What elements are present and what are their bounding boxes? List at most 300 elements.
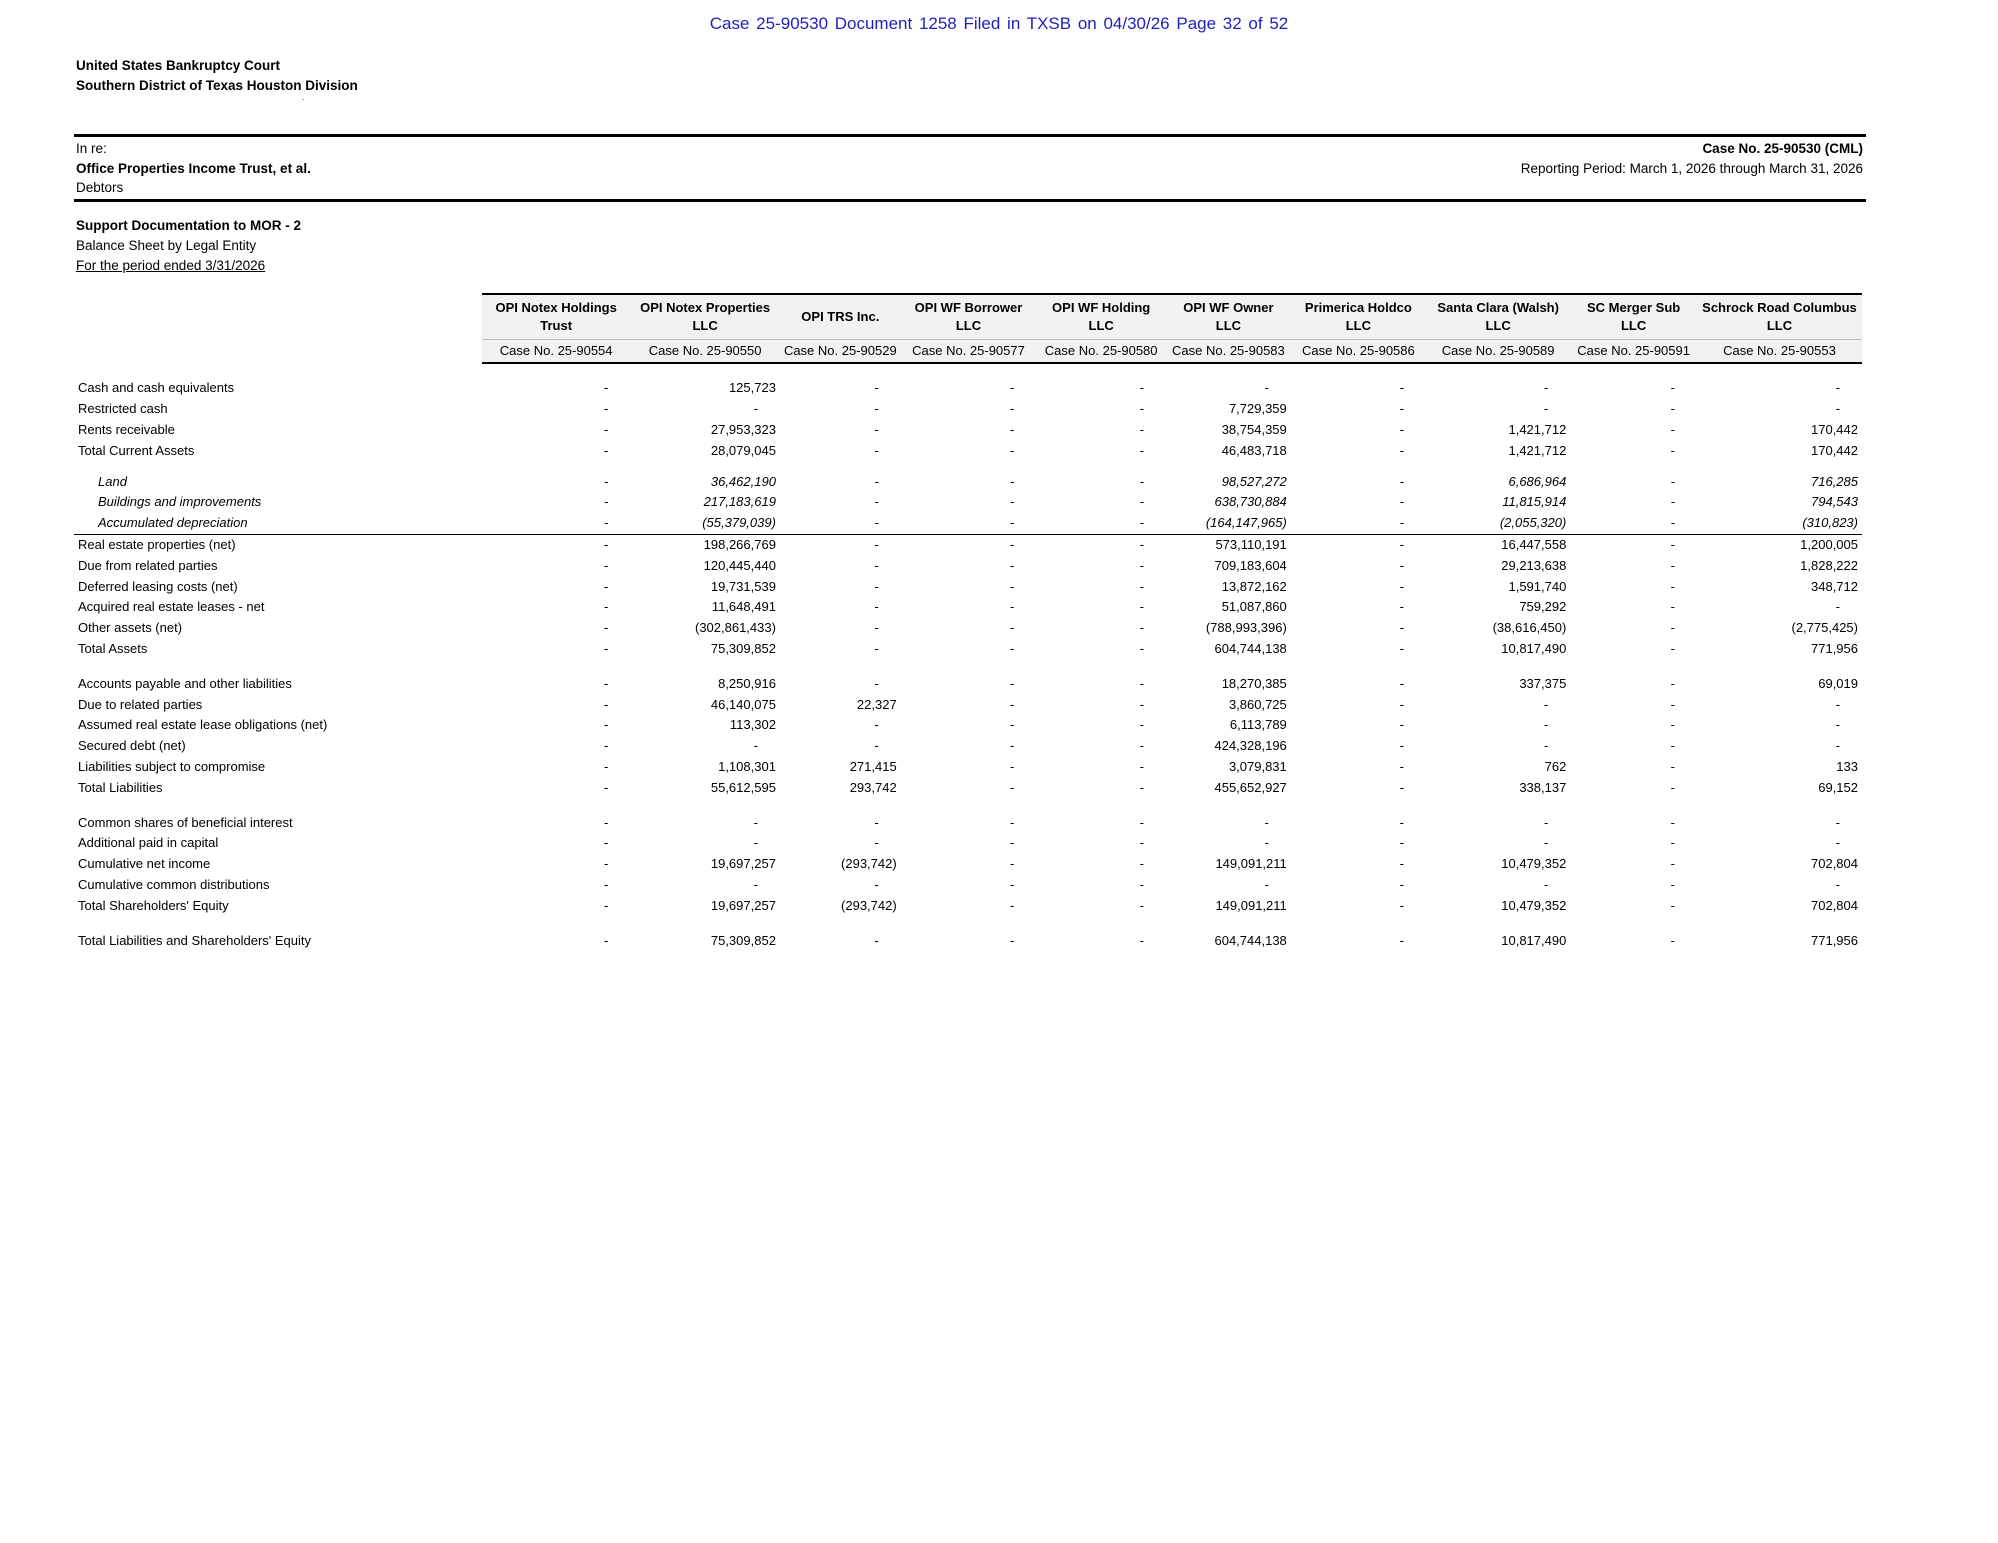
cell-value: 29,213,638	[1501, 557, 1567, 573]
cell-value: -	[874, 932, 879, 948]
cell-value: 149,091,211	[1215, 897, 1287, 913]
cell-value: -	[1009, 758, 1015, 774]
cell-value: -	[1009, 835, 1015, 851]
column-header: SC Merger Sub LLC	[1570, 294, 1697, 340]
cell-value: -	[1399, 835, 1404, 851]
cell-value: 573,110,191	[1215, 536, 1287, 552]
case-blank	[74, 340, 482, 364]
cell-value: -	[1670, 473, 1675, 489]
cell-value: 709,183,604	[1214, 557, 1287, 573]
column-case-number: Case No. 25-90580	[1036, 340, 1166, 364]
cell-value: 11,648,491	[711, 599, 776, 615]
cell-value: (788,993,396)	[1205, 620, 1287, 636]
cell-value: -	[1399, 675, 1404, 691]
cell-value: -	[603, 442, 609, 458]
cell-value: 1,108,301	[718, 758, 776, 774]
row-label: Other assets (net)	[78, 620, 183, 636]
cell-value: -	[874, 494, 879, 510]
cell-value: 75,309,852	[710, 640, 776, 656]
cell-value: -	[1139, 758, 1145, 774]
total-row	[74, 639, 1862, 660]
cell-value: -	[1139, 814, 1145, 830]
cell-value: -	[603, 620, 609, 636]
cell-value: 8,250,916	[718, 675, 776, 691]
cell-value: (2,775,425)	[1791, 620, 1858, 636]
court-district: Southern District of Texas Houston Division	[76, 78, 358, 93]
cell-value: -	[1264, 835, 1269, 851]
cell-value: -	[874, 835, 879, 851]
cell-value: -	[603, 814, 609, 830]
cell-value: -	[1670, 835, 1675, 851]
filing-stamp: Case 25-90530 Document 1258 Filed in TXSB on 04/30/26 Page 32 of 52	[709, 14, 1289, 33]
cell-value: 120,445,440	[703, 557, 776, 573]
cell-value: 424,328,196	[1214, 738, 1287, 754]
cell-value: -	[1399, 758, 1404, 774]
cell-value: -	[1009, 640, 1015, 656]
cell-value: -	[874, 738, 879, 754]
cell-value: (55,379,039)	[630, 513, 780, 534]
row-label: Accumulated depreciation	[74, 513, 482, 534]
cell-value: -	[1139, 620, 1145, 636]
cell-value: -	[1399, 814, 1404, 830]
debtor-name: Office Properties Income Trust, et al.	[76, 160, 311, 176]
table-row	[74, 833, 1862, 854]
cell-value: -	[1670, 401, 1675, 417]
table-row	[74, 471, 1862, 492]
cell-value: -	[1009, 578, 1015, 594]
cell-value: -	[1139, 675, 1145, 691]
cell-value: 27,953,323	[710, 421, 776, 437]
cell-value: -	[1009, 876, 1015, 892]
cell-value: -	[753, 738, 758, 754]
cell-value: -	[603, 675, 609, 691]
cell-value: -	[1009, 401, 1015, 417]
court-mark: .	[302, 93, 305, 102]
spacer-row	[74, 363, 1862, 378]
row-label: Restricted cash	[78, 401, 168, 417]
cell-value: -	[1139, 932, 1145, 948]
table-row	[74, 420, 1862, 441]
column-header: Schrock Road Columbus LLC	[1697, 294, 1862, 340]
cell-value: -	[1670, 536, 1675, 552]
cell-value: -	[874, 814, 879, 830]
cell-value: -	[603, 835, 609, 851]
cell-value: 455,652,927	[1214, 779, 1287, 795]
cell-value: -	[1139, 473, 1145, 489]
cell-value: 762	[1544, 758, 1567, 774]
cell-value: -	[1036, 513, 1166, 534]
cell-value: -	[1835, 717, 1840, 733]
cell-value: -	[874, 599, 879, 615]
column-case-number: Case No. 25-90554	[482, 340, 630, 364]
cell-value: -	[1835, 814, 1840, 830]
cell-value: 638,730,884	[1214, 494, 1287, 510]
cell-value: 170,442	[1811, 421, 1858, 437]
row-label: Accounts payable and other liabilities	[78, 675, 292, 691]
cell-value: 19,697,257	[710, 856, 776, 872]
cell-value: -	[1543, 380, 1549, 396]
table-row	[74, 618, 1862, 639]
cell-value: -	[1399, 473, 1404, 489]
row-label: Cumulative net income	[78, 856, 211, 872]
cell-value: -	[1399, 536, 1404, 552]
support-heading	[76, 216, 301, 276]
cell-value: -	[1399, 557, 1404, 573]
cell-value: -	[1835, 599, 1840, 615]
cell-value: -	[603, 779, 609, 795]
cell-value: -	[1670, 738, 1675, 754]
row-label: Cumulative common distributions	[78, 876, 270, 892]
cell-value: -	[1399, 897, 1404, 913]
cell-value: 19,731,539	[710, 578, 776, 594]
row-label: Acquired real estate leases - net	[78, 599, 265, 615]
table-row	[74, 875, 1862, 896]
column-header: OPI WF Borrower LLC	[901, 294, 1037, 340]
cell-value: -	[603, 717, 609, 733]
cell-value: -	[1399, 779, 1404, 795]
cell-value: 113,302	[729, 717, 776, 733]
support-period: For the period ended 3/31/2026	[76, 258, 266, 273]
table-row	[74, 399, 1862, 420]
debtors-label: Debtors	[76, 180, 124, 195]
cell-value: -	[1543, 401, 1549, 417]
case-info	[1521, 139, 1863, 178]
cell-value: -	[1543, 835, 1549, 851]
cell-value: 18,270,385	[1221, 675, 1287, 691]
cell-value: (38,616,450)	[1492, 620, 1567, 636]
row-label: Additional paid in capital	[78, 835, 219, 851]
case-number-row	[74, 340, 1862, 364]
row-label: Rents receivable	[78, 421, 175, 437]
cell-value: (293,742)	[841, 856, 897, 872]
row-label: Deferred leasing costs (net)	[78, 578, 238, 594]
cell-value: 22,327	[856, 696, 897, 712]
cell-value: -	[603, 578, 609, 594]
cell-value: -	[1543, 696, 1549, 712]
table-row	[74, 492, 1862, 513]
cell-value: 7,729,359	[1228, 401, 1287, 417]
row-label: Buildings and improvements	[98, 494, 262, 510]
cell-value: 293,742	[849, 779, 897, 795]
column-case-number: Case No. 25-90589	[1426, 340, 1570, 364]
cell-value: 3,079,831	[1228, 758, 1287, 774]
cell-value: -	[1670, 640, 1675, 656]
cell-value: -	[780, 513, 901, 534]
cell-value: -	[1009, 738, 1015, 754]
cell-value: -	[1009, 494, 1015, 510]
cell-value: 10,479,352	[1501, 897, 1567, 913]
cell-value: -	[1543, 717, 1549, 733]
cell-value: -	[1399, 380, 1404, 396]
cell-value: 10,817,490	[1501, 932, 1567, 948]
column-header-row	[74, 294, 1862, 340]
cell-value: -	[1264, 380, 1269, 396]
cell-value: 1,421,712	[1508, 442, 1567, 458]
cell-value: -	[1009, 779, 1015, 795]
cell-value: 98,527,272	[1221, 473, 1287, 489]
column-header: Primerica Holdco LLC	[1291, 294, 1426, 340]
cell-value: 149,091,211	[1215, 856, 1287, 872]
row-label: Total Shareholders' Equity	[78, 897, 229, 913]
cell-value: 702,804	[1811, 897, 1858, 913]
row-label: Total Current Assets	[78, 442, 195, 458]
cell-value: 133	[1836, 758, 1858, 774]
cell-value: 794,543	[1811, 494, 1858, 510]
cell-value: -	[753, 876, 758, 892]
court-header	[76, 56, 358, 100]
column-case-number: Case No. 25-90577	[901, 340, 1037, 364]
cell-value: -	[603, 401, 609, 417]
table-row	[74, 757, 1862, 778]
cell-value: -	[1009, 696, 1015, 712]
spacer-row	[74, 916, 1862, 930]
column-case-number: Case No. 25-90591	[1570, 340, 1697, 364]
cell-value: -	[1399, 696, 1404, 712]
table-row	[74, 694, 1862, 715]
table-row	[74, 555, 1862, 576]
cell-value: -	[1670, 876, 1675, 892]
column-header: Santa Clara (Walsh) LLC	[1426, 294, 1570, 340]
cell-value: -	[603, 557, 609, 573]
table-row	[74, 854, 1862, 875]
cell-value: -	[1009, 932, 1015, 948]
cell-value: -	[1670, 779, 1675, 795]
table-row	[74, 513, 1862, 534]
cell-value: 51,087,860	[1221, 599, 1287, 615]
cell-value: 10,479,352	[1501, 856, 1567, 872]
cell-value: 46,483,718	[1221, 442, 1287, 458]
cell-value: -	[1670, 494, 1675, 510]
cell-value: -	[1670, 856, 1675, 872]
cell-value: -	[874, 620, 879, 636]
cell-value: -	[1264, 876, 1269, 892]
cell-value: -	[1009, 897, 1015, 913]
cell-value: -	[1670, 620, 1675, 636]
cell-value: -	[753, 835, 758, 851]
cell-value: 271,415	[849, 758, 897, 774]
cell-value: -	[603, 696, 609, 712]
cell-value: -	[603, 758, 609, 774]
table-row	[74, 576, 1862, 597]
cell-value: -	[1399, 620, 1404, 636]
cell-value: -	[603, 473, 609, 489]
total-row	[74, 440, 1862, 461]
cell-value: -	[874, 536, 879, 552]
cell-value: 771,956	[1811, 640, 1858, 656]
cell-value: 771,956	[1811, 932, 1858, 948]
cell-value: -	[1835, 696, 1840, 712]
row-label: Due from related parties	[78, 557, 218, 573]
cell-value: -	[1139, 599, 1145, 615]
cell-value: -	[1399, 856, 1404, 872]
cell-value: -	[874, 675, 879, 691]
row-label: Land	[98, 473, 127, 489]
cell-value: -	[1399, 876, 1404, 892]
cell-value: -	[1009, 620, 1015, 636]
cell-value: 46,140,075	[710, 696, 776, 712]
row-label: Secured debt (net)	[78, 738, 186, 754]
cell-value: 125,723	[728, 380, 776, 396]
cell-value: -	[1543, 738, 1549, 754]
cell-value: 1,200,005	[1800, 536, 1858, 552]
cell-value: 75,309,852	[710, 932, 776, 948]
cell-value: -	[874, 473, 879, 489]
cell-value: (302,861,433)	[694, 620, 776, 636]
cell-value: -	[603, 494, 609, 510]
cell-value: -	[1399, 932, 1404, 948]
total-row	[74, 930, 1862, 951]
cell-value: -	[1670, 696, 1675, 712]
table-row	[74, 812, 1862, 833]
cell-value: -	[1264, 814, 1269, 830]
cell-value: -	[1139, 401, 1145, 417]
cell-value: 69,019	[1818, 675, 1858, 691]
cell-value: 69,152	[1818, 779, 1858, 795]
cell-value: 1,421,712	[1508, 421, 1567, 437]
cell-value: -	[1670, 599, 1675, 615]
cell-value: -	[874, 442, 879, 458]
cell-value: -	[1399, 738, 1404, 754]
cell-value: -	[1670, 380, 1675, 396]
balance-sheet-table	[74, 293, 1862, 951]
column-case-number: Case No. 25-90586	[1291, 340, 1426, 364]
cell-value: -	[603, 536, 609, 552]
row-label: Liabilities subject to compromise	[78, 758, 266, 774]
cell-value: -	[901, 513, 1037, 534]
cell-value: (293,742)	[841, 897, 897, 913]
cell-value: -	[1670, 421, 1675, 437]
spacer-row	[74, 461, 1862, 471]
cell-value: -	[1835, 835, 1840, 851]
cell-value: 10,817,490	[1501, 640, 1567, 656]
cell-value: -	[1009, 675, 1015, 691]
spacer-row	[74, 659, 1862, 673]
cell-value: -	[603, 856, 609, 872]
cell-value: -	[1399, 717, 1404, 733]
cell-value: -	[1291, 513, 1426, 534]
cell-value: -	[753, 814, 758, 830]
spacer-row	[74, 798, 1862, 812]
cell-value: -	[1670, 557, 1675, 573]
column-case-number: Case No. 25-90553	[1697, 340, 1862, 364]
cell-value: -	[603, 640, 609, 656]
table-row	[74, 715, 1862, 736]
cell-value: 716,285	[1811, 473, 1858, 489]
cell-value: 759,292	[1519, 599, 1567, 615]
cell-value: -	[874, 557, 879, 573]
cell-value: -	[874, 578, 879, 594]
case-caption	[74, 134, 1866, 202]
cell-value: -	[1009, 717, 1015, 733]
cell-value: -	[1139, 835, 1145, 851]
cell-value: -	[1009, 421, 1015, 437]
cell-value: -	[1009, 814, 1015, 830]
cell-value: 28,079,045	[710, 442, 776, 458]
cell-value: 36,462,190	[710, 473, 776, 489]
court-name: United States Bankruptcy Court	[76, 58, 281, 73]
cell-value: -	[1009, 473, 1015, 489]
cell-value: -	[874, 640, 879, 656]
table-row	[74, 597, 1862, 618]
cell-value: -	[1670, 578, 1675, 594]
column-header: OPI TRS Inc.	[780, 294, 901, 340]
row-label: Cash and cash equivalents	[78, 380, 235, 396]
cell-value: -	[1670, 675, 1675, 691]
cell-value: 348,712	[1811, 578, 1858, 594]
cell-value: -	[603, 599, 609, 615]
cell-value: (2,055,320)	[1426, 513, 1570, 534]
total-row	[74, 777, 1862, 798]
cell-value: -	[874, 876, 879, 892]
column-case-number: Case No. 25-90550	[630, 340, 780, 364]
cell-value: -	[1139, 876, 1145, 892]
cell-value: 604,744,138	[1214, 932, 1287, 948]
cell-value: -	[1670, 814, 1675, 830]
cell-value: 217,183,619	[703, 494, 776, 510]
reporting-period: Reporting Period: March 1, 2026 through March 31, 2026	[1520, 160, 1863, 176]
column-header: OPI Notex Holdings Trust	[482, 294, 630, 340]
support-subtitle: Balance Sheet by Legal Entity	[76, 238, 257, 253]
cell-value: -	[753, 401, 758, 417]
row-label: Total Assets	[78, 640, 148, 656]
table-row	[74, 534, 1862, 555]
column-header: OPI Notex Properties LLC	[630, 294, 780, 340]
cell-value: -	[1399, 578, 1404, 594]
cell-value: 38,754,359	[1221, 421, 1287, 437]
cell-value: 11,815,914	[1502, 494, 1567, 510]
cell-value: -	[1399, 640, 1404, 656]
cell-value: -	[874, 421, 879, 437]
cell-value: -	[1009, 536, 1015, 552]
cell-value: 338,137	[1519, 779, 1567, 795]
cell-value: 3,860,725	[1228, 696, 1287, 712]
cell-value: 702,804	[1811, 856, 1858, 872]
cell-value: -	[1543, 876, 1549, 892]
table-row	[74, 378, 1862, 399]
cell-value: -	[1139, 557, 1145, 573]
cell-value: -	[1139, 717, 1145, 733]
cell-value: -	[603, 380, 609, 396]
row-label: Assumed real estate lease obligations (net)	[78, 717, 328, 733]
cell-value: 337,375	[1519, 675, 1567, 691]
cell-value: -	[1835, 401, 1840, 417]
case-number: Case No. 25-90530 (CML)	[1702, 141, 1863, 156]
cell-value: -	[482, 513, 630, 534]
support-title: Support Documentation to MOR - 2	[76, 218, 301, 233]
cell-value: -	[603, 738, 609, 754]
cell-value: -	[1009, 856, 1015, 872]
cell-value: 1,591,740	[1508, 578, 1567, 594]
table-row	[74, 673, 1862, 694]
cell-value: -	[1670, 932, 1675, 948]
cell-value: -	[1570, 513, 1697, 534]
cell-value: -	[1009, 599, 1015, 615]
cell-value: 604,744,138	[1214, 640, 1287, 656]
cell-value: -	[1399, 401, 1404, 417]
cell-value: -	[603, 897, 609, 913]
cell-value: -	[1139, 779, 1145, 795]
row-label: Real estate properties (net)	[78, 536, 236, 552]
cell-value: 1,828,222	[1800, 557, 1858, 573]
cell-value: -	[1009, 380, 1015, 396]
cell-value: (310,823)	[1697, 513, 1862, 534]
header-blank	[74, 294, 482, 340]
total-row	[74, 895, 1862, 916]
cell-value: -	[603, 421, 609, 437]
column-case-number: Case No. 25-90529	[780, 340, 901, 364]
cell-value: (164,147,965)	[1166, 513, 1291, 534]
cell-value: 13,872,162	[1221, 578, 1287, 594]
